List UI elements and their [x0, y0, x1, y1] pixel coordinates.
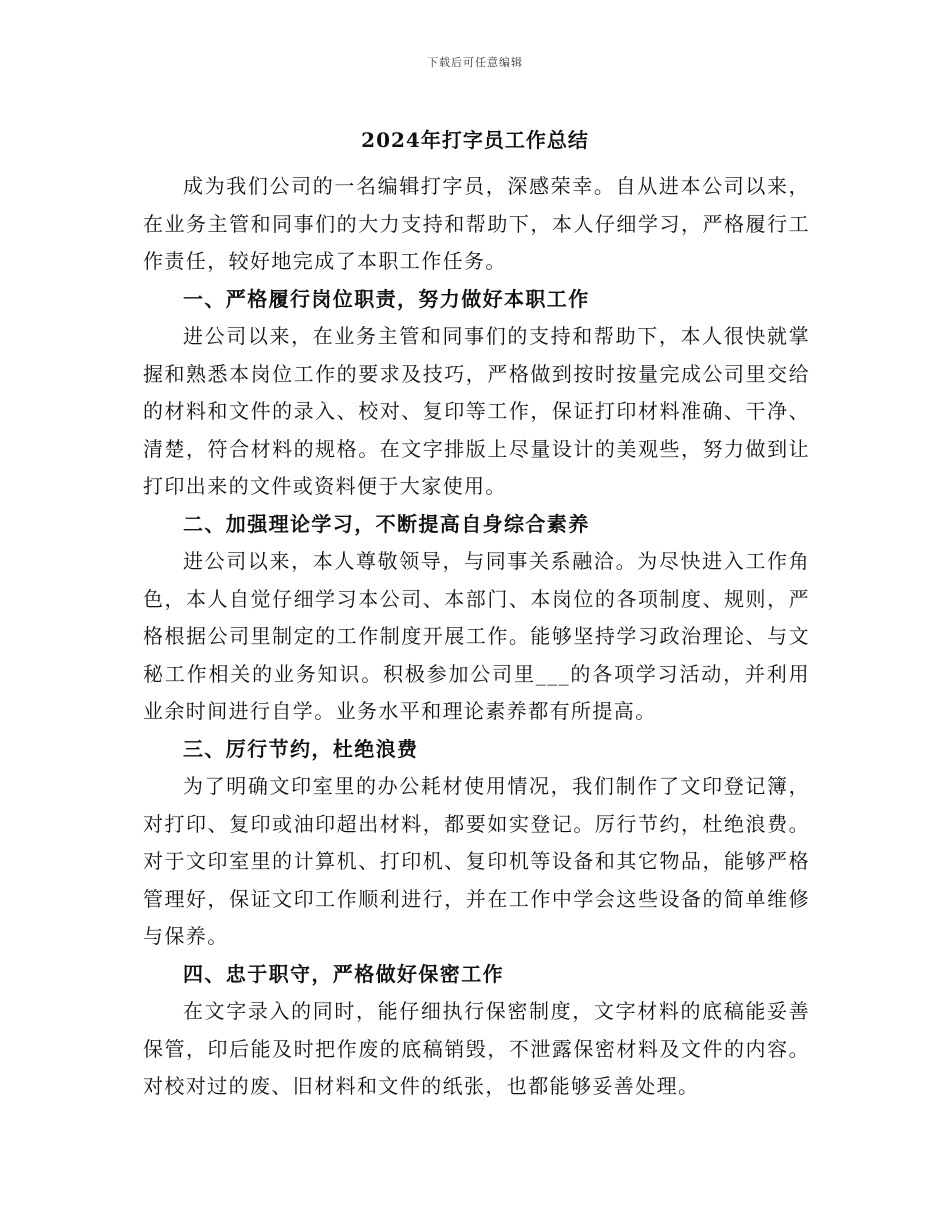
intro-paragraph: 成为我们公司的一名编辑打字员，深感荣幸。自从进本公司以来，在业务主管和同事们的大力支持和帮助下，本人仔细学习，严格履行工作责任，较好地完成了本职工作任务。: [143, 174, 810, 273]
section-3-heading: 三、厉行节约，杜绝浪费: [183, 736, 419, 761]
section-1-paragraph: 进公司以来，在业务主管和同事们的支持和帮助下，本人很快就掌握和熟悉本岗位工作的要求及技巧，严格做到按时按量完成公司里交给的材料和文件的录入、校对、复印等工作，保证打印材料准确、干净、清楚，符合材料的规格。在文字排版上尽量设计的美观些，努力做到让打印出来的文件或资料便于大家使用。: [143, 324, 810, 498]
section-4-heading: 四、忠于职守，严格做好保密工作: [183, 961, 504, 986]
section-4-paragraph: 在文字录入的同时，能仔细执行保密制度，文字材料的底稿能妥善保管，印后能及时把作废的底稿销毁，不泄露保密材料及文件的内容。对校对过的废、旧材料和文件的纸张，也都能够妥善处理。: [143, 999, 810, 1098]
document-body: [143, 168, 810, 1106]
section-3-paragraph: 为了明确文印室里的办公耗材使用情况，我们制作了文印登记簿，对打印、复印或油印超出材料，都要如实登记。厉行节约，杜绝浪费。对于文印室里的计算机、打印机、复印机等设备和其它物品，能够严格管理好，保证文印工作顺利进行，并在工作中学会这些设备的简单维修与保养。: [143, 774, 810, 948]
section-1-heading: 一、严格履行岗位职责，努力做好本职工作: [183, 286, 590, 311]
section-2-paragraph: 进公司以来，本人尊敬领导，与同事关系融洽。为尽快进入工作角色，本人自觉仔细学习本公司、本部门、本岗位的各项制度、规则，严格根据公司里制定的工作制度开展工作。能够坚持学习政治理论、与文秘工作相关的业务知识。积极参加公司里___的各项学习活动，并利用业余时间进行自学。业务水平和理论素养都有所提高。: [143, 549, 810, 723]
header-note: 下载后可任意编辑: [427, 56, 523, 69]
section-2-heading: 二、加强理论学习，不断提高自身综合素养: [183, 511, 590, 536]
document-title: 2024年打字员工作总结: [361, 128, 589, 152]
